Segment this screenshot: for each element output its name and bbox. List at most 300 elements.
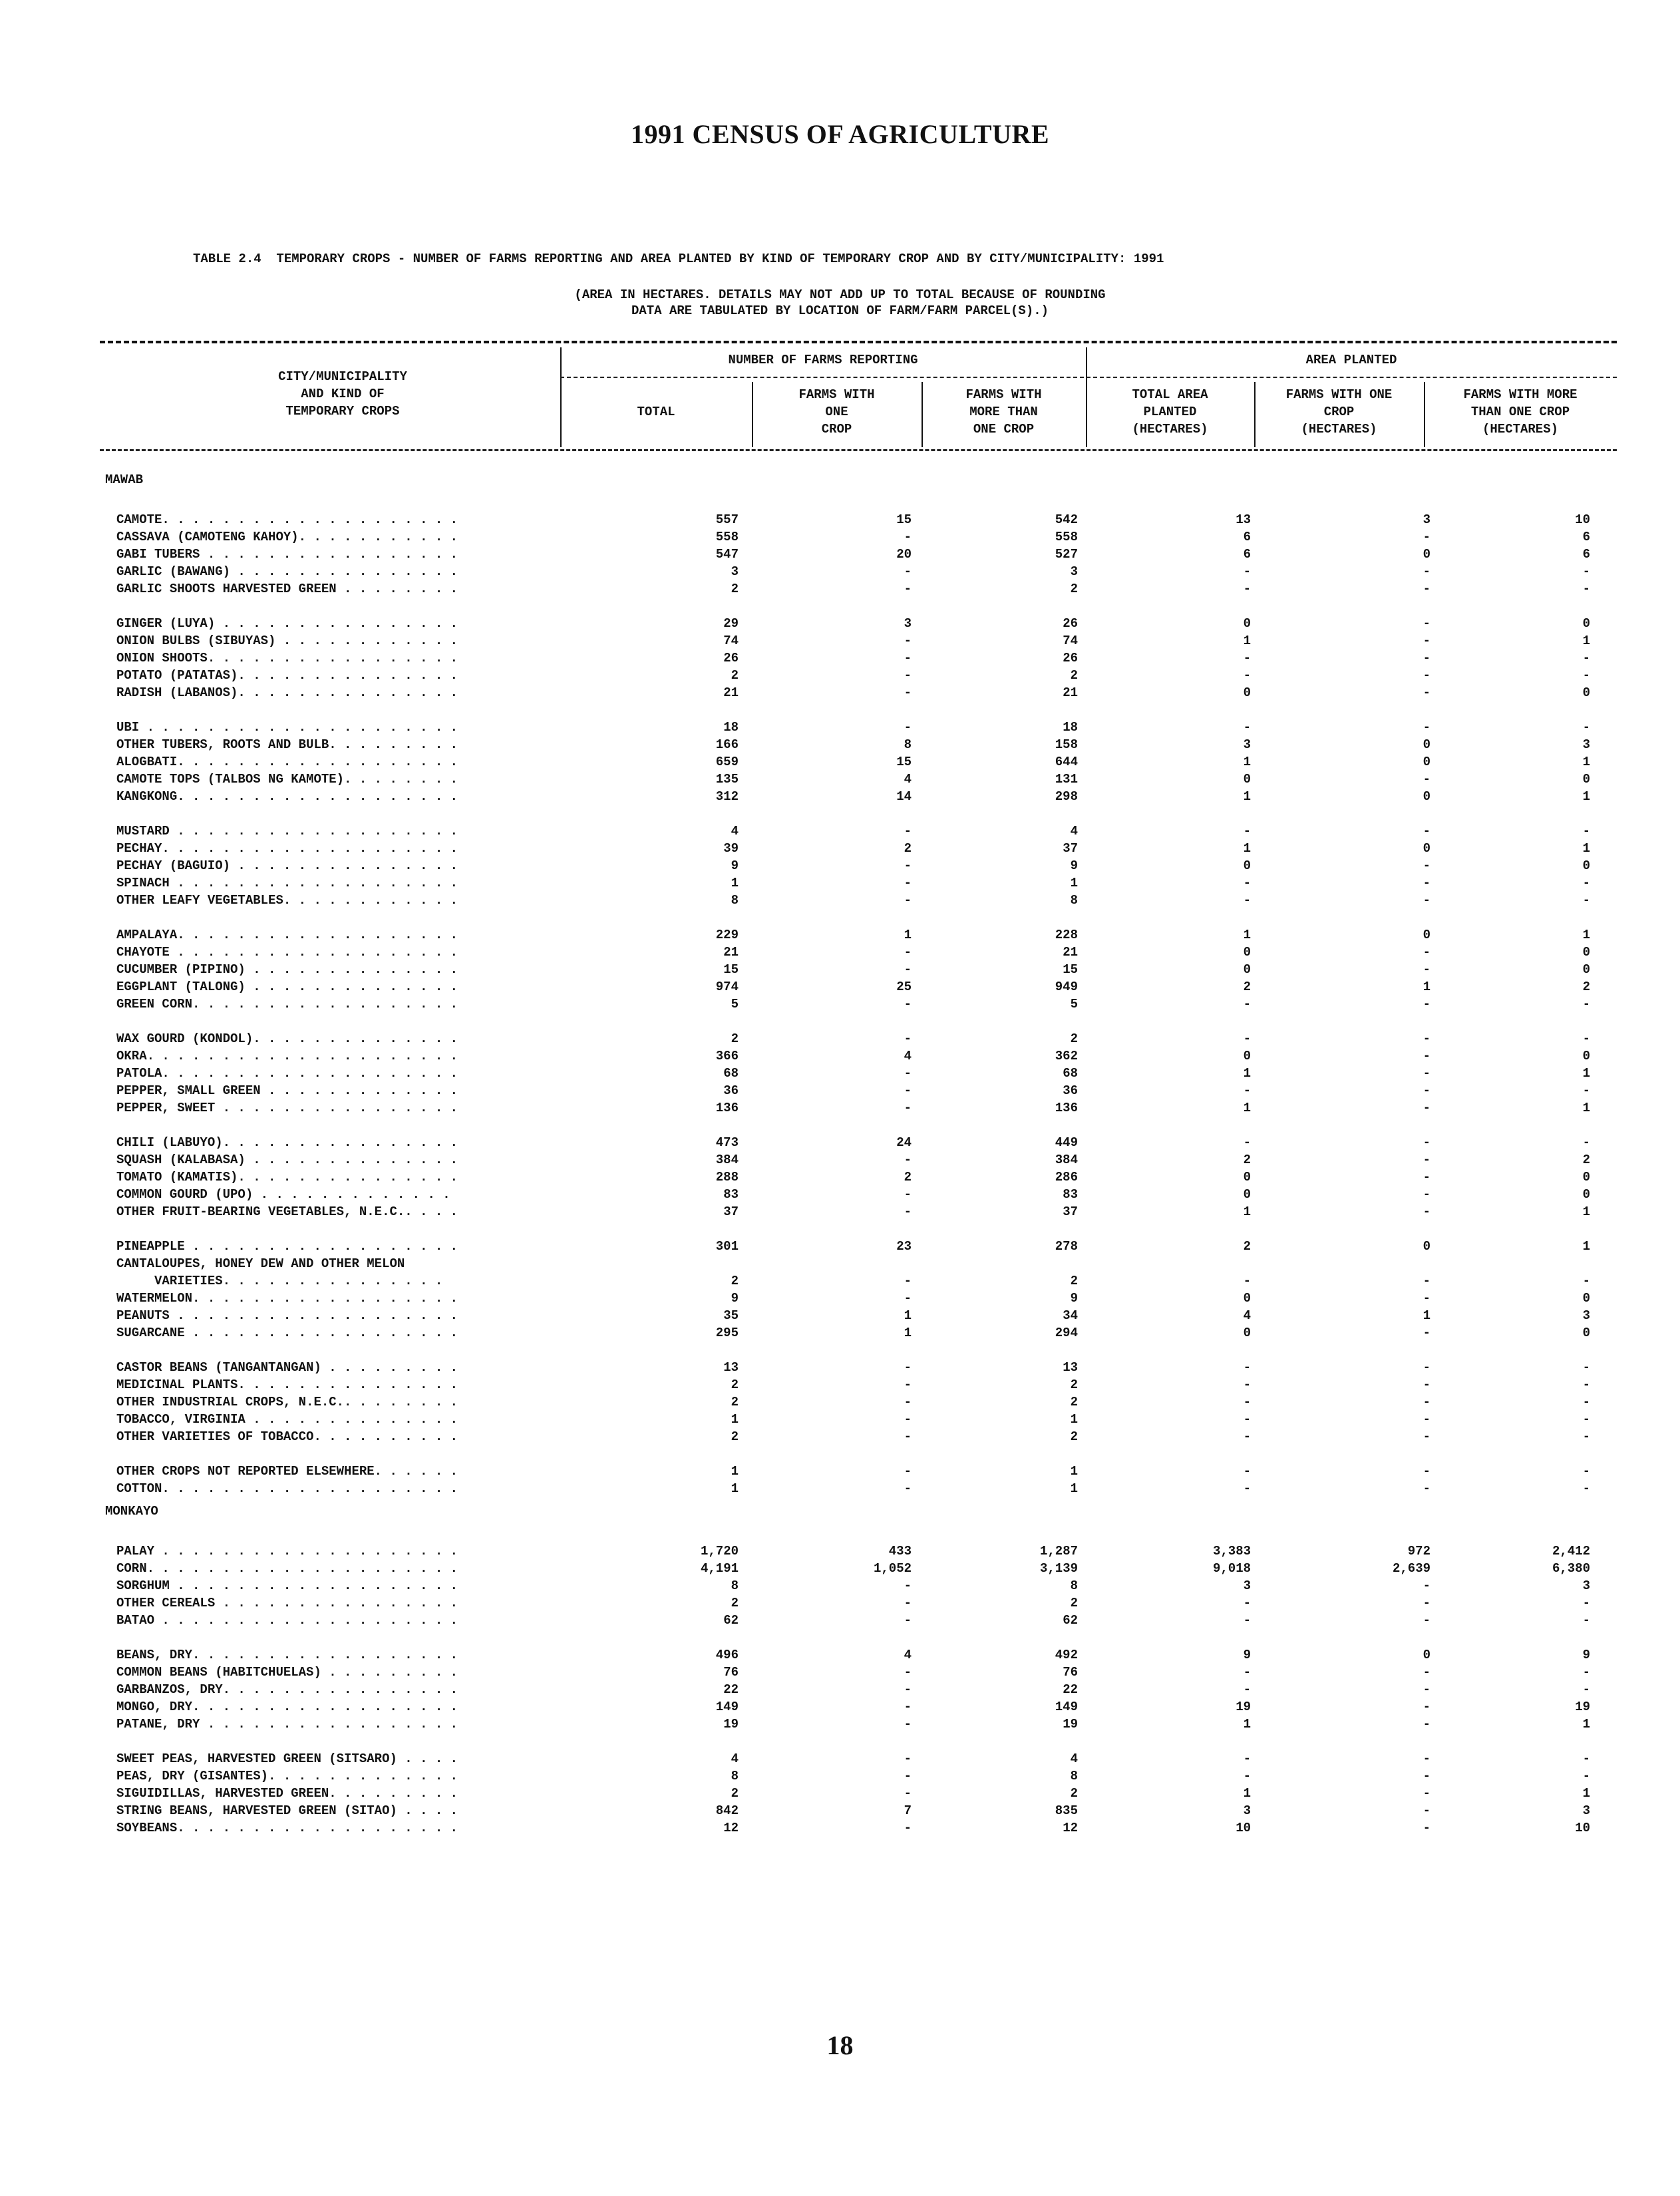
cell-farms-more: 449 bbox=[1055, 1135, 1078, 1150]
cell-area-one: - bbox=[1423, 564, 1430, 579]
cell-area-one: - bbox=[1423, 720, 1430, 735]
table-row bbox=[0, 632, 1680, 649]
cell-total: 76 bbox=[723, 1665, 739, 1680]
crop-name: GREEN CORN. . . . . . . . . . . . . . . . . . bbox=[116, 997, 458, 1011]
crop-name: ONION BULBS (SIBUYAS) . . . . . . . . . . . . bbox=[116, 634, 458, 648]
cell-total-area: 0 bbox=[1243, 772, 1251, 787]
cell-total: 35 bbox=[723, 1308, 739, 1323]
crop-name: TOMATO (KAMATIS). . . . . . . . . . . . . . . bbox=[116, 1170, 458, 1185]
cell-area-one: 972 bbox=[1407, 1544, 1430, 1558]
cell-total-area: - bbox=[1243, 1464, 1251, 1479]
crop-name: SOYBEANS. . . . . . . . . . . . . . . . . . . bbox=[116, 1821, 458, 1835]
cell-total: 2 bbox=[731, 1377, 739, 1392]
cell-area-more: - bbox=[1582, 1464, 1590, 1479]
cell-total-area: 4 bbox=[1243, 1308, 1251, 1323]
cell-area-one: - bbox=[1423, 530, 1430, 544]
cell-total-area: 0 bbox=[1243, 945, 1251, 960]
cell-total: 2 bbox=[731, 582, 739, 596]
cell-total-area: 0 bbox=[1243, 1326, 1251, 1340]
table-row bbox=[0, 857, 1680, 874]
cell-area-one: - bbox=[1423, 1682, 1430, 1697]
cell-farms-more: 294 bbox=[1055, 1326, 1078, 1340]
cell-farms-one: - bbox=[904, 1717, 912, 1732]
cell-area-more: - bbox=[1582, 1596, 1590, 1610]
cell-area-one: - bbox=[1423, 1326, 1430, 1340]
cell-total: 1 bbox=[731, 1464, 739, 1479]
cell-total-area: - bbox=[1243, 1751, 1251, 1766]
cell-total-area: - bbox=[1243, 1135, 1251, 1150]
cell-farms-one: 1 bbox=[904, 928, 912, 942]
cell-farms-one: 1 bbox=[904, 1308, 912, 1323]
cell-total: 4,191 bbox=[700, 1561, 739, 1576]
crop-name: CAMOTE. . . . . . . . . . . . . . . . . . . . bbox=[116, 512, 458, 527]
cell-total-area: 0 bbox=[1243, 1187, 1251, 1202]
cell-total: 2 bbox=[731, 1031, 739, 1046]
cell-area-one: 0 bbox=[1423, 547, 1430, 562]
table-row bbox=[0, 978, 1680, 996]
cell-total: 12 bbox=[723, 1821, 739, 1835]
table-row bbox=[0, 1646, 1680, 1664]
crop-name: GABI TUBERS . . . . . . . . . . . . . . . . . bbox=[116, 547, 458, 562]
cell-area-more: 1 bbox=[1582, 1717, 1590, 1732]
cell-farms-more: 9 bbox=[1070, 1291, 1078, 1306]
crop-name: OTHER LEAFY VEGETABLES. . . . . . . . . . . . bbox=[116, 893, 458, 908]
cell-total: 15 bbox=[723, 962, 739, 977]
cell-area-more: 3 bbox=[1582, 1578, 1590, 1593]
crop-name: WATERMELON. . . . . . . . . . . . . . . . . . bbox=[116, 1291, 458, 1306]
table-row bbox=[0, 1238, 1680, 1255]
cell-farms-more: 2 bbox=[1070, 582, 1078, 596]
cell-farms-more: 2 bbox=[1070, 1429, 1078, 1444]
cell-farms-one: 2 bbox=[904, 841, 912, 856]
table-row bbox=[0, 1594, 1680, 1612]
cell-area-more: 1 bbox=[1582, 1239, 1590, 1254]
table-row bbox=[0, 1099, 1680, 1117]
cell-area-one: - bbox=[1423, 616, 1430, 631]
table-row bbox=[0, 753, 1680, 771]
cell-farms-more: 8 bbox=[1070, 893, 1078, 908]
cell-total: 9 bbox=[731, 1291, 739, 1306]
cell-farms-more: 34 bbox=[1063, 1308, 1078, 1323]
cell-total: 1 bbox=[731, 1412, 739, 1427]
crop-name: CHAYOTE . . . . . . . . . . . . . . . . . . . bbox=[116, 945, 458, 960]
cell-area-more: 0 bbox=[1582, 858, 1590, 873]
cell-farms-more: 558 bbox=[1055, 530, 1078, 544]
section-heading: MAWAB bbox=[105, 472, 144, 487]
cell-total: 8 bbox=[731, 1578, 739, 1593]
cell-area-more: - bbox=[1582, 1665, 1590, 1680]
cell-area-one: 0 bbox=[1423, 928, 1430, 942]
table-row bbox=[0, 1802, 1680, 1819]
table-row bbox=[0, 1819, 1680, 1837]
cell-total-area: 1 bbox=[1243, 841, 1251, 856]
cell-farms-one: 4 bbox=[904, 772, 912, 787]
table-row bbox=[0, 1716, 1680, 1733]
cell-total: 558 bbox=[715, 530, 739, 544]
cell-farms-more: 228 bbox=[1055, 928, 1078, 942]
cell-area-one: - bbox=[1423, 1769, 1430, 1783]
cell-total-area: 1 bbox=[1243, 634, 1251, 648]
table-row bbox=[0, 563, 1680, 580]
crop-name: BEANS, DRY. . . . . . . . . . . . . . . . . . bbox=[116, 1648, 458, 1662]
cell-area-more: 3 bbox=[1582, 1308, 1590, 1323]
cell-area-more: - bbox=[1582, 1412, 1590, 1427]
cell-area-more: - bbox=[1582, 564, 1590, 579]
cell-farms-more: 1,287 bbox=[1039, 1544, 1078, 1558]
cell-total: 1 bbox=[731, 1481, 739, 1496]
cell-farms-one: - bbox=[904, 1360, 912, 1375]
cell-total-area: - bbox=[1243, 720, 1251, 735]
cell-farms-one: - bbox=[904, 945, 912, 960]
page-number: 18 bbox=[826, 2030, 854, 2060]
cell-total: 9 bbox=[731, 858, 739, 873]
cell-area-more: 0 bbox=[1582, 1291, 1590, 1306]
cell-area-more: 1 bbox=[1582, 1204, 1590, 1219]
crop-name: PALAY . . . . . . . . . . . . . . . . . . . . bbox=[116, 1544, 458, 1558]
cell-farms-one: 25 bbox=[896, 980, 912, 994]
crop-name: OTHER VARIETIES OF TOBACCO. . . . . . . . . . bbox=[116, 1429, 458, 1444]
table-row bbox=[0, 1428, 1680, 1445]
cell-farms-one: 2 bbox=[904, 1170, 912, 1185]
cell-farms-one: - bbox=[904, 1700, 912, 1714]
cell-area-more: 6 bbox=[1582, 547, 1590, 562]
cell-farms-more: 5 bbox=[1070, 997, 1078, 1011]
crop-name: OTHER TUBERS, ROOTS AND BULB. . . . . . . . . bbox=[116, 737, 458, 752]
cell-area-one: - bbox=[1423, 893, 1430, 908]
cell-total: 18 bbox=[723, 720, 739, 735]
cell-area-one: - bbox=[1423, 1049, 1430, 1063]
header-group-area: AREA PLANTED bbox=[1305, 353, 1397, 367]
cell-area-more: 1 bbox=[1582, 1066, 1590, 1081]
cell-total: 68 bbox=[723, 1066, 739, 1081]
table-row bbox=[0, 1359, 1680, 1376]
cell-area-one: - bbox=[1423, 668, 1430, 683]
crop-name: ONION SHOOTS. . . . . . . . . . . . . . . . . bbox=[116, 651, 458, 665]
cell-area-more: - bbox=[1582, 1682, 1590, 1697]
cell-total: 4 bbox=[731, 1751, 739, 1766]
cell-total: 301 bbox=[715, 1239, 739, 1254]
cell-farms-more: 2 bbox=[1070, 1596, 1078, 1610]
cell-farms-one: - bbox=[904, 1821, 912, 1835]
cell-area-more: 3 bbox=[1582, 737, 1590, 752]
crop-name: RADISH (LABANOS). . . . . . . . . . . . . . . bbox=[116, 685, 458, 700]
cell-area-more: 0 bbox=[1582, 1326, 1590, 1340]
cell-farms-more: 21 bbox=[1063, 945, 1078, 960]
cell-farms-one: 1 bbox=[904, 1326, 912, 1340]
cell-area-one: 1 bbox=[1423, 1308, 1430, 1323]
crop-name: ALOGBATI. . . . . . . . . . . . . . . . . . . bbox=[116, 755, 458, 769]
cell-total: 1 bbox=[731, 876, 739, 890]
cell-area-more: 1 bbox=[1582, 755, 1590, 769]
table-row bbox=[0, 1560, 1680, 1577]
crop-name: TOBACCO, VIRGINIA . . . . . . . . . . . . . . bbox=[116, 1412, 458, 1427]
crop-name: MEDICINAL PLANTS. . . . . . . . . . . . . . . bbox=[116, 1377, 458, 1392]
cell-farms-one: - bbox=[904, 1204, 912, 1219]
cell-farms-more: 22 bbox=[1063, 1682, 1078, 1697]
cell-total-area: - bbox=[1243, 1665, 1251, 1680]
cell-total: 19 bbox=[723, 1717, 739, 1732]
cell-area-one: - bbox=[1423, 1613, 1430, 1628]
cell-total-area: 1 bbox=[1243, 1066, 1251, 1081]
crop-name: PINEAPPLE . . . . . . . . . . . . . . . . . . bbox=[116, 1239, 458, 1254]
table-row bbox=[0, 823, 1680, 840]
cell-total-area: 1 bbox=[1243, 928, 1251, 942]
table-row bbox=[0, 892, 1680, 909]
cell-area-more: - bbox=[1582, 893, 1590, 908]
cell-farms-more: 949 bbox=[1055, 980, 1078, 994]
cell-farms-one: - bbox=[904, 1153, 912, 1167]
cell-total-area: 3,383 bbox=[1212, 1544, 1251, 1558]
section-heading: MONKAYO bbox=[105, 1504, 158, 1519]
crop-name: COTTON. . . . . . . . . . . . . . . . . . . . bbox=[116, 1481, 458, 1496]
cell-farms-more: 18 bbox=[1063, 720, 1078, 735]
cell-total-area: 0 bbox=[1243, 962, 1251, 977]
cell-area-one: - bbox=[1423, 1170, 1430, 1185]
crop-name: PATANE, DRY . . . . . . . . . . . . . . . . . bbox=[116, 1717, 458, 1732]
table-row bbox=[0, 771, 1680, 788]
cell-area-one: - bbox=[1423, 1066, 1430, 1081]
cell-farms-more: 2 bbox=[1070, 668, 1078, 683]
cell-area-more: 3 bbox=[1582, 1803, 1590, 1818]
cell-farms-one: - bbox=[904, 1412, 912, 1427]
cell-farms-more: 384 bbox=[1055, 1153, 1078, 1167]
header-farms-one: FARMS WITH ONE CROP bbox=[798, 387, 875, 437]
cell-area-one: - bbox=[1423, 1204, 1430, 1219]
table-row bbox=[0, 788, 1680, 805]
cell-area-one: - bbox=[1423, 1083, 1430, 1098]
cell-area-one: - bbox=[1423, 824, 1430, 838]
cell-farms-more: 37 bbox=[1063, 841, 1078, 856]
cell-area-more: - bbox=[1582, 1083, 1590, 1098]
header-total-area: TOTAL AREA PLANTED (HECTARES) bbox=[1132, 387, 1208, 437]
cell-total-area: 10 bbox=[1236, 1821, 1251, 1835]
cell-total: 149 bbox=[715, 1700, 739, 1714]
crop-name: PECHAY. . . . . . . . . . . . . . . . . . . . bbox=[116, 841, 458, 856]
cell-area-more: - bbox=[1582, 1613, 1590, 1628]
cell-total-area: - bbox=[1243, 651, 1251, 665]
cell-farms-one: - bbox=[904, 1786, 912, 1801]
cell-farms-one: 7 bbox=[904, 1803, 912, 1818]
crop-name: WAX GOURD (KONDOL). . . . . . . . . . . . . . bbox=[116, 1031, 458, 1046]
cell-total-area: 0 bbox=[1243, 685, 1251, 700]
cell-area-more: 1 bbox=[1582, 789, 1590, 804]
cell-total-area: 3 bbox=[1243, 1803, 1251, 1818]
crop-name: BATAO . . . . . . . . . . . . . . . . . . . . bbox=[116, 1613, 458, 1628]
cell-farms-more: 644 bbox=[1055, 755, 1078, 769]
cell-total: 74 bbox=[723, 634, 739, 648]
cell-total-area: - bbox=[1243, 1682, 1251, 1697]
table-row bbox=[0, 1151, 1680, 1169]
crop-name: POTATO (PATATAS). . . . . . . . . . . . . . . bbox=[116, 668, 458, 683]
table-row bbox=[0, 1393, 1680, 1411]
cell-farms-one: - bbox=[904, 1101, 912, 1115]
cell-farms-one: - bbox=[904, 997, 912, 1011]
cell-total: 2 bbox=[731, 1596, 739, 1610]
crop-name: MUSTARD . . . . . . . . . . . . . . . . . . . bbox=[116, 824, 458, 838]
cell-area-more: - bbox=[1582, 1429, 1590, 1444]
cell-total: 659 bbox=[715, 755, 739, 769]
cell-area-one: - bbox=[1423, 1751, 1430, 1766]
cell-area-one: 0 bbox=[1423, 737, 1430, 752]
cell-total: 557 bbox=[715, 512, 739, 527]
cell-area-one: 0 bbox=[1423, 841, 1430, 856]
cell-farms-more: 36 bbox=[1063, 1083, 1078, 1098]
cell-area-more: 2 bbox=[1582, 1153, 1590, 1167]
header-group-rule bbox=[560, 377, 1617, 378]
table-row bbox=[0, 961, 1680, 978]
table-row bbox=[0, 1612, 1680, 1629]
cell-total: 295 bbox=[715, 1326, 739, 1340]
crop-name: CHILI (LABUYO). . . . . . . . . . . . . . . . bbox=[116, 1135, 458, 1150]
table-row bbox=[0, 667, 1680, 684]
cell-farms-one: 15 bbox=[896, 512, 912, 527]
cell-total-area: - bbox=[1243, 1412, 1251, 1427]
crop-name: OTHER CROPS NOT REPORTED ELSEWHERE. . . . . . bbox=[116, 1464, 458, 1479]
cell-farms-more: 2 bbox=[1070, 1377, 1078, 1392]
cell-total: 384 bbox=[715, 1153, 739, 1167]
table-note-line-1: (AREA IN HECTARES. DETAILS MAY NOT ADD UP TO TOTAL BECAUSE OF ROUNDING bbox=[574, 287, 1106, 302]
cell-area-one: - bbox=[1423, 1377, 1430, 1392]
cell-total-area: - bbox=[1243, 668, 1251, 683]
cell-area-more: - bbox=[1582, 668, 1590, 683]
cell-total-area: - bbox=[1243, 1031, 1251, 1046]
table-row bbox=[0, 1577, 1680, 1594]
crop-name: MONGO, DRY. . . . . . . . . . . . . . . . . . bbox=[116, 1700, 458, 1714]
table-row bbox=[0, 1785, 1680, 1802]
cell-area-one: - bbox=[1423, 685, 1430, 700]
crop-name: SWEET PEAS, HARVESTED GREEN (SITSARO) . . . . bbox=[116, 1751, 458, 1766]
cell-total: 136 bbox=[715, 1101, 739, 1115]
crop-name: SUGARCANE . . . . . . . . . . . . . . . . . . bbox=[116, 1326, 458, 1340]
table-row bbox=[0, 1290, 1680, 1307]
table-row bbox=[0, 1255, 1680, 1272]
cell-farms-one: - bbox=[904, 1395, 912, 1409]
table-row bbox=[0, 1307, 1680, 1324]
cell-farms-more: 12 bbox=[1063, 1821, 1078, 1835]
table-note-line-2: DATA ARE TABULATED BY LOCATION OF FARM/FARM PARCEL(S).) bbox=[631, 303, 1049, 318]
cell-farms-one: - bbox=[904, 1613, 912, 1628]
cell-farms-more: 83 bbox=[1063, 1187, 1078, 1202]
table-row bbox=[0, 1543, 1680, 1560]
cell-area-one: - bbox=[1423, 1187, 1430, 1202]
cell-area-one: 0 bbox=[1423, 789, 1430, 804]
cell-farms-one: - bbox=[904, 1429, 912, 1444]
cell-total-area: 13 bbox=[1236, 512, 1251, 527]
cell-total: 229 bbox=[715, 928, 739, 942]
cell-total-area: 0 bbox=[1243, 858, 1251, 873]
cell-farms-one: - bbox=[904, 720, 912, 735]
cell-total-area: - bbox=[1243, 1360, 1251, 1375]
cell-farms-one: - bbox=[904, 685, 912, 700]
cell-area-one: - bbox=[1423, 1717, 1430, 1732]
cell-farms-one: 4 bbox=[904, 1648, 912, 1662]
page-title: 1991 CENSUS OF AGRICULTURE bbox=[630, 119, 1050, 149]
cell-area-one: - bbox=[1423, 1360, 1430, 1375]
cell-area-one: - bbox=[1423, 1031, 1430, 1046]
cell-farms-more: 9 bbox=[1070, 858, 1078, 873]
cell-farms-one: - bbox=[904, 1031, 912, 1046]
cell-farms-more: 527 bbox=[1055, 547, 1078, 562]
table-row bbox=[0, 580, 1680, 598]
table-row bbox=[0, 719, 1680, 736]
cell-area-more: 0 bbox=[1582, 945, 1590, 960]
table-row bbox=[0, 1203, 1680, 1220]
cell-farms-one: - bbox=[904, 1596, 912, 1610]
cell-farms-more: 542 bbox=[1055, 512, 1078, 527]
cell-farms-one: - bbox=[904, 530, 912, 544]
cell-farms-more: 68 bbox=[1063, 1066, 1078, 1081]
cell-total-area: 2 bbox=[1243, 980, 1251, 994]
cell-farms-one: 24 bbox=[896, 1135, 912, 1150]
cell-farms-one: 433 bbox=[888, 1544, 912, 1558]
cell-area-one: - bbox=[1423, 876, 1430, 890]
header-total: TOTAL bbox=[637, 405, 675, 419]
cell-area-more: - bbox=[1582, 1274, 1590, 1288]
crop-name: COMMON GOURD (UPO) . . . . . . . . . . . . . bbox=[116, 1187, 450, 1202]
cell-total: 2 bbox=[731, 668, 739, 683]
cell-farms-one: - bbox=[904, 1464, 912, 1479]
table-row bbox=[0, 996, 1680, 1013]
cell-area-one: - bbox=[1423, 1274, 1430, 1288]
cell-farms-more: 149 bbox=[1055, 1700, 1078, 1714]
cell-area-more: 0 bbox=[1582, 1170, 1590, 1185]
cell-farms-more: 2 bbox=[1070, 1274, 1078, 1288]
crop-name: COMMON BEANS (HABITCHUELAS) . . . . . . . . . bbox=[116, 1665, 458, 1680]
cell-farms-more: 1 bbox=[1070, 1464, 1078, 1479]
crop-name: SIGUIDILLAS, HARVESTED GREEN. . . . . . . . . bbox=[116, 1786, 458, 1801]
cell-area-one: - bbox=[1423, 997, 1430, 1011]
table-row bbox=[0, 546, 1680, 563]
cell-area-one: 0 bbox=[1423, 1239, 1430, 1254]
cell-farms-more: 298 bbox=[1055, 789, 1078, 804]
table-row bbox=[0, 1169, 1680, 1186]
cell-total: 2 bbox=[731, 1429, 739, 1444]
crop-name: CANTALOUPES, HONEY DEW AND OTHER MELON bbox=[116, 1256, 405, 1271]
cell-area-more: 6,380 bbox=[1552, 1561, 1590, 1576]
cell-farms-more: 2 bbox=[1070, 1031, 1078, 1046]
cell-area-one: 1 bbox=[1423, 980, 1430, 994]
cell-total-area: - bbox=[1243, 1395, 1251, 1409]
cell-farms-one: - bbox=[904, 1682, 912, 1697]
cell-area-one: - bbox=[1423, 1101, 1430, 1115]
cell-total-area: 3 bbox=[1243, 1578, 1251, 1593]
cell-total: 3 bbox=[731, 564, 739, 579]
table-row bbox=[0, 1134, 1680, 1151]
cell-farms-one: - bbox=[904, 1481, 912, 1496]
cell-total-area: 1 bbox=[1243, 1786, 1251, 1801]
cell-area-one: - bbox=[1423, 858, 1430, 873]
cell-farms-one: - bbox=[904, 876, 912, 890]
cell-farms-more: 37 bbox=[1063, 1204, 1078, 1219]
cell-area-one: - bbox=[1423, 772, 1430, 787]
crop-name: PEAS, DRY (GISANTES). . . . . . . . . . . . . bbox=[116, 1769, 458, 1783]
table-row bbox=[0, 1272, 1680, 1290]
cell-area-more: - bbox=[1582, 720, 1590, 735]
cell-area-one: - bbox=[1423, 1786, 1430, 1801]
cell-area-one: - bbox=[1423, 1821, 1430, 1835]
table-row bbox=[0, 649, 1680, 667]
cell-area-more: - bbox=[1582, 824, 1590, 838]
table-row bbox=[0, 1664, 1680, 1681]
cell-area-more: - bbox=[1582, 1031, 1590, 1046]
table-row bbox=[0, 1065, 1680, 1082]
crop-name: OTHER FRUIT-BEARING VEGETABLES, N.E.C.. . . . bbox=[116, 1204, 458, 1219]
cell-area-more: - bbox=[1582, 1135, 1590, 1150]
crop-name: CASTOR BEANS (TANGANTANGAN) . . . . . . . . . bbox=[116, 1360, 458, 1375]
cell-total: 29 bbox=[723, 616, 739, 631]
cell-farms-one: - bbox=[904, 1066, 912, 1081]
cell-farms-more: 835 bbox=[1055, 1803, 1078, 1818]
